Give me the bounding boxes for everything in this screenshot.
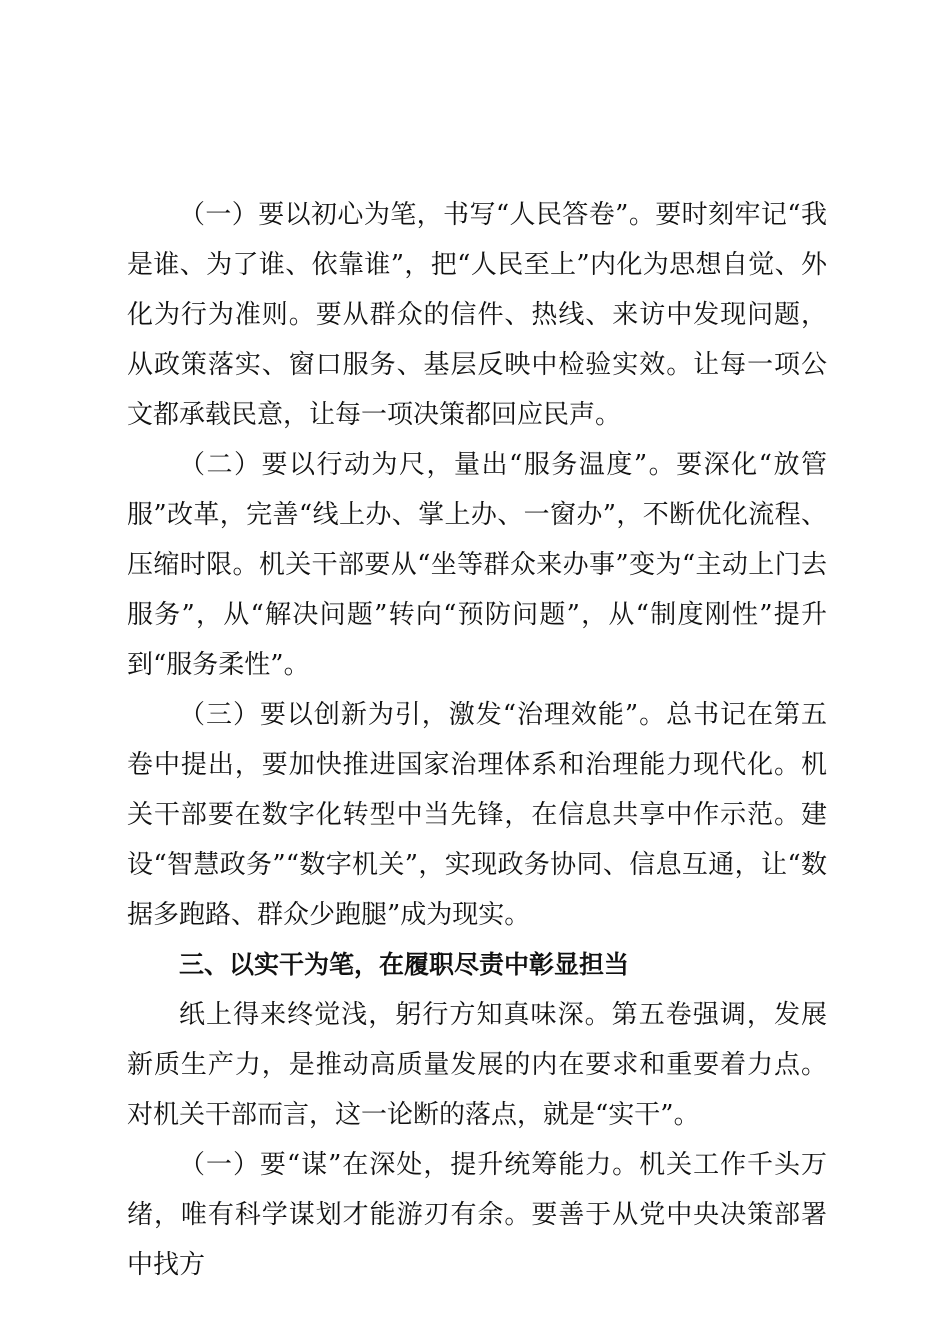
document-body bbox=[127, 190, 827, 1290]
paragraph-governance-efficiency: （三）要以创新为引，激发“治理效能”。总书记在第五卷中提出，要加快推进国家治理体系和治理能力现代化。机关干部要在数字化转型中当先锋，在信息共享中作示范。建设“智慧政务”“数字机关”，实现政务协同、信息互通，让“数据多跑路、群众少跑腿”成为现实。 bbox=[127, 700, 827, 930]
paragraph-section-intro: 纸上得来终觉浅，躬行方知真味深。第五卷强调，发展新质生产力，是推动高质量发展的内在要求和重要着力点。对机关干部而言，这一论断的落点，就是“实干”。 bbox=[127, 1000, 827, 1130]
paragraph-service-warmth: （二）要以行动为尺，量出“服务温度”。要深化“放管服”改革，完善“线上办、掌上办、一窗办”，不断优化流程、压缩时限。机关干部要从“坐等群众来办事”变为“主动上门去服务”，从“解决问题”转向“预防问题”，从“制度刚性”提升到“服务柔性”。 bbox=[127, 450, 827, 680]
paragraph-planning-capability: （一）要“谋”在深处，提升统筹能力。机关工作千头万绪，唯有科学谋划才能游刃有余。要善于从党中央决策部署中找方 bbox=[127, 1150, 827, 1280]
section-heading-three: 三、以实干为笔，在履职尽责中彰显担当 bbox=[179, 950, 630, 979]
paragraph-serve-people: （一）要以初心为笔，书写“人民答卷”。要时刻牢记“我是谁、为了谁、依靠谁”，把“人民至上”内化为思想自觉、外化为行为准则。要从群众的信件、热线、来访中发现问题，从政策落实、窗口服务、基层反映中检验实效。让每一项公文都承载民意，让每一项决策都回应民声。 bbox=[127, 200, 827, 430]
